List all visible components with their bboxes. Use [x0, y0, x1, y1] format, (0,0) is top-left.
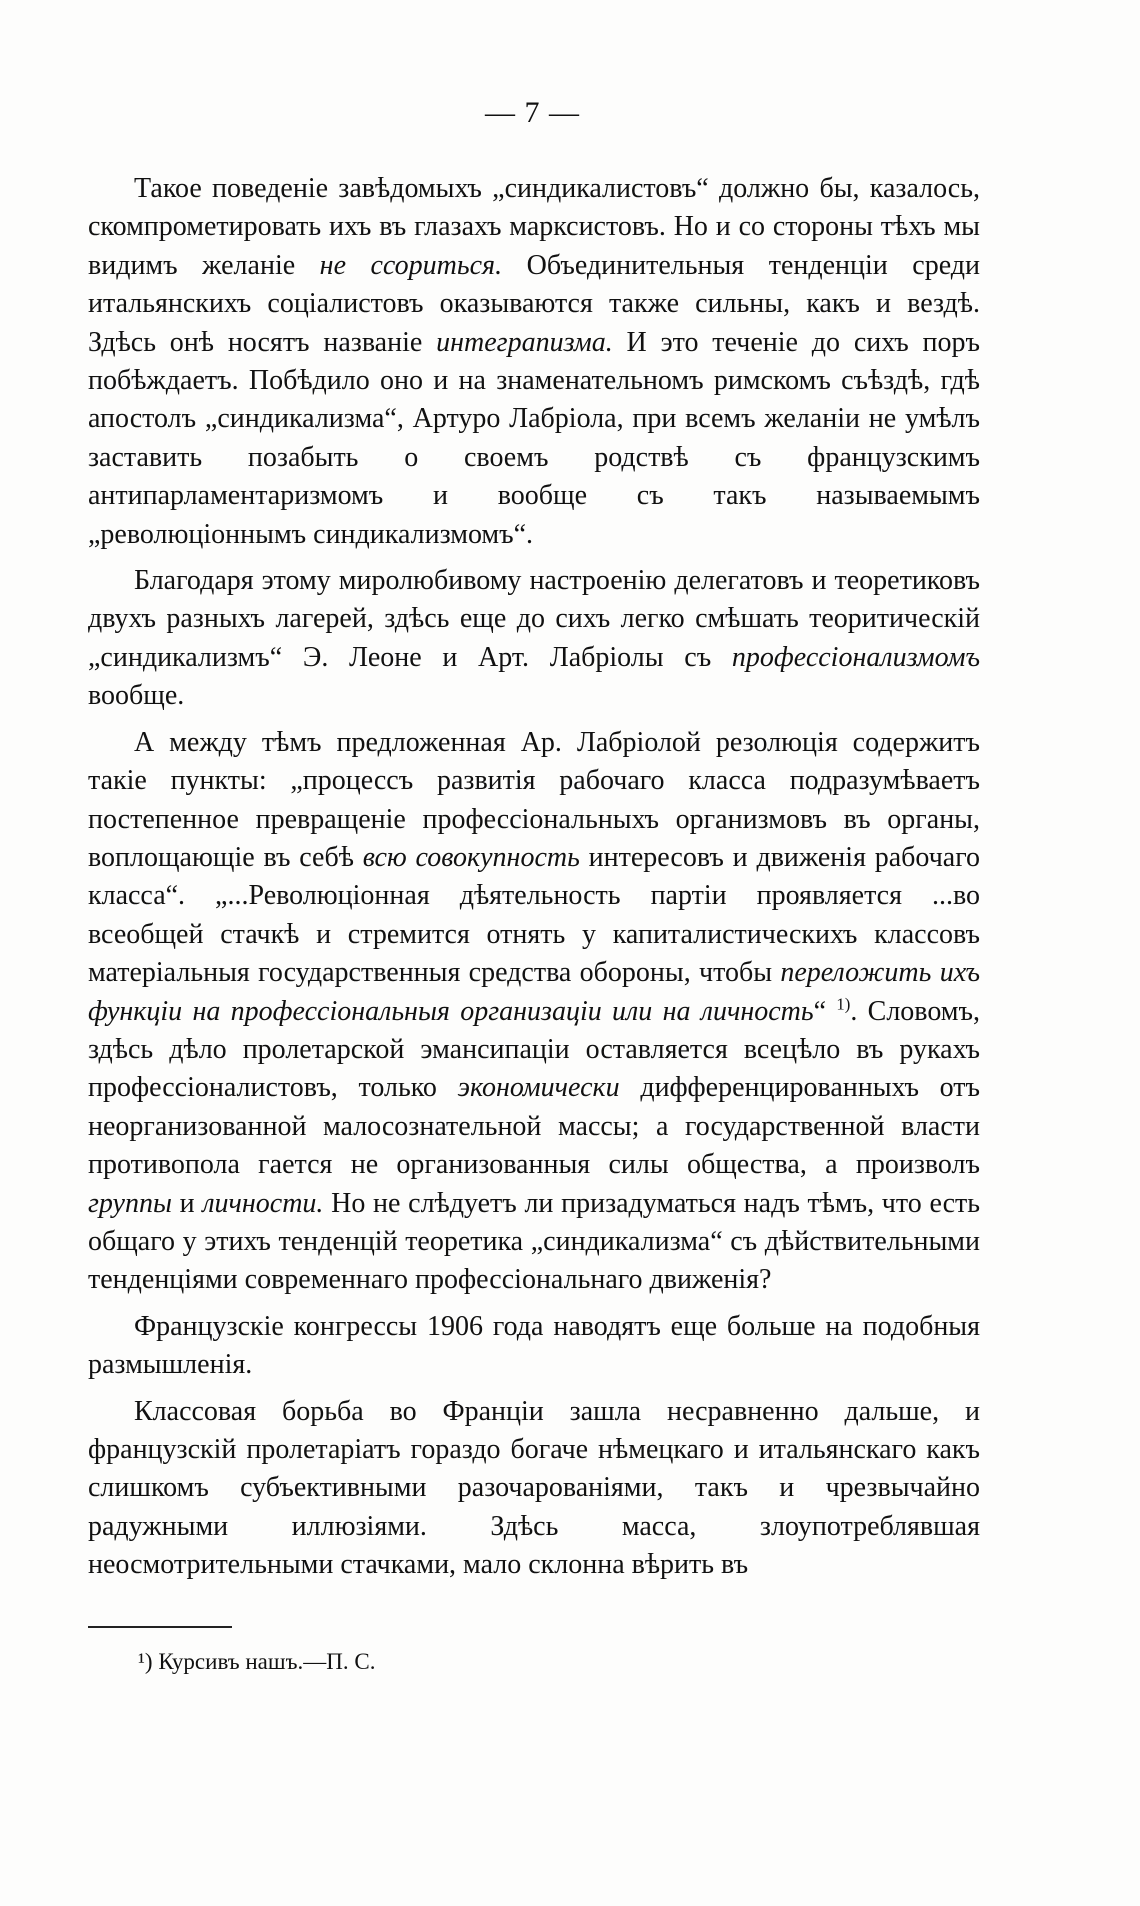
text-run: интересовъ и движенія рабочаго класса“. „...Революціонная дѣятельность партіи проявляется ...во всеобщей стачкѣ и стремится отнять у капиталистическихъ классовъ матеріальныя государственныя средства обороны, чтобы [88, 841, 981, 989]
text-run: и [171, 1187, 203, 1219]
text-run: Классовая борьба во Франціи зашла несравненно дальше, и французскій пролетаріатъ гораздо богаче нѣмецкаго и итальянскаго какъ слишкомъ субъективными разочарованіями, такъ и чрезвычайно радужными иллюзіями. Здѣсь масса, злоупотреблявшая неосмотрительными стачками, мало склонна вѣрить въ [88, 1395, 980, 1581]
text-run: Но не слѣдуетъ ли призадуматься надъ тѣмъ, что есть общаго у этихъ тенденцій теоретика „синдикализма“ съ дѣйствительными тенденціями современнаго профессіональнаго движенія? [88, 1187, 981, 1296]
italic-text: переложить ихъ функціи на профессіональныя организаціи или на личность [88, 957, 980, 1027]
italic-text: всю совокупность [362, 841, 580, 873]
italic-text: личности. [202, 1187, 324, 1219]
text-run: “ [813, 995, 837, 1027]
body-text [88, 170, 980, 1593]
footnote-divider [88, 1626, 232, 1628]
text-run: Такое поведеніе завѣдомыхъ „синдикалистовъ“ должно бы, казалось, скомпрометировать ихъ въ глазахъ марксистовъ. Но и со стороны тѣхъ мы видимъ желаніе [88, 173, 980, 281]
text-run: И это теченіе до сихъ поръ побѣждаетъ. Побѣдило оно и на знаменательномъ римскомъ съѣздѣ, гдѣ апостолъ „синдикализма“, Артуро Лабріола, при всемъ желаніи не умѣлъ заставить позабыть о своемъ родствѣ съ французскимъ антипарламентаризмомъ и вообще съ такъ называемымъ „революціоннымъ синдикализмомъ“. [88, 326, 980, 550]
text-run: Французскіе конгрессы 1906 года наводятъ еще больше на подобныя размышленія. [88, 1310, 980, 1381]
footnote-marker: ¹) [138, 1649, 153, 1674]
text-run: . Словомъ, здѣсь дѣло пролетарской эмансипаціи оставляется всецѣло въ рукахъ профессіоналистовъ, только [88, 995, 980, 1104]
italic-text: группы [88, 1187, 172, 1219]
footnote [138, 1646, 375, 1678]
italic-text: интеграпизма. [436, 326, 613, 358]
text-run: вообще. [88, 680, 185, 712]
italic-text: экономически [457, 1072, 620, 1104]
footnote-reference: 1) [836, 994, 851, 1014]
text-run: дифференцированныхъ отъ неорганизованной малосознательной массы; а государственной власти противопола гается не организованныя силы общества, а произволъ [88, 1072, 980, 1181]
page-number: — 7 — [485, 96, 580, 129]
text-run: А между тѣмъ предложенная Ар. Лабріолой резолюція содержитъ такіе пункты: „процессъ развитія рабочаго класса подразумѣваетъ постепенное превращеніе профессіональныхъ организмовъ въ органы, воплощающіе въ себѣ [88, 726, 980, 873]
italic-text: профессіонализмомъ [731, 641, 980, 673]
paragraph [88, 562, 980, 716]
paragraph [88, 1393, 980, 1585]
paragraph [88, 724, 980, 1300]
italic-text: не ссориться. [319, 249, 503, 281]
text-run: Объединительныя тенденціи среди итальянскихъ соціалистовъ оказываются также сильны, какъ и вездѣ. Здѣсь онѣ носятъ названіе [88, 249, 980, 358]
text-run: Благодаря этому миролюбивому настроенію делегатовъ и теоретиковъ двухъ разныхъ лагерей, здѣсь еще до сихъ легко смѣшать теоритическій „синдикализмъ“ Э. Леоне и Арт. Лабріолы съ [88, 565, 980, 673]
paragraph [88, 170, 980, 554]
footnote-text: Курсивъ нашъ.—П. С. [152, 1649, 376, 1674]
paragraph [88, 1308, 980, 1385]
